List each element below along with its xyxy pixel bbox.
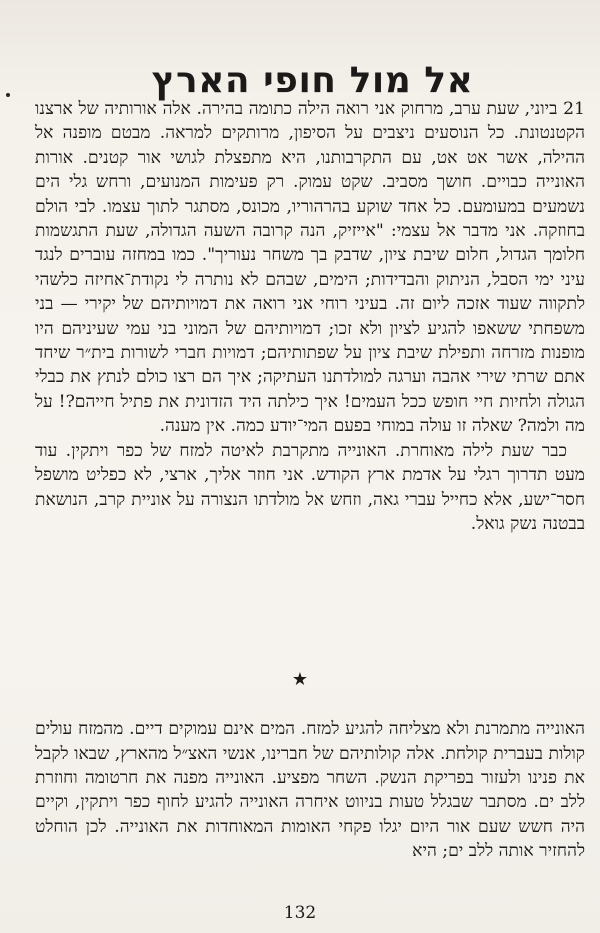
ink-speck [6,93,10,97]
section-separator: ★ [291,669,309,690]
paragraph: כבר שעת לילה מאוחרת. האונייה מתקרבת לאיטה למזח של כפר ויתקין. עוד מעט תדרוך רגלי על אדמת ארץ הקודש. אני חוזר אליך, ארצי, לא כפליט מושפל חסר־ישע, אלא כחייל עברי גאה, וזחש אל מולדתו הנצורה על אוניית קרב, הנושאת בבטנה נשק גואל. [35,440,585,534]
paragraph: האונייה מתמרנת ולא מצליחה להגיע למזח. המים אינם עמוקים דיים. מהמזח עולים קולות בעברית קולחת. אלה קולותיהם של חברינו, אנשי האצ״ל מהארץ, שבאו לקבל את פנינו ולעזור בפריקת הנשק. השחר מפציע. האונייה מפנה את חרטומה וחוזרת ללב ים. מסתבר שבגלל טעות בניווט איחרה האונייה להגיע לחוף כפר ויתקין, וקיים היה חשש שעם אור היום יגלו פקחי האומות המאוחדות את האונייה. לכן הוחלט להחזיר אותה ללב ים; היא [35,719,585,862]
page-number: 132 [283,903,317,923]
chapter-body [35,97,585,536]
paragraph: 21 ביוני, שעת ערב, מרחוק אני רואה הילה כתומה בהירה. אלה אורותיה של ארצנו הקטנטונת. כל הנוסעים ניצבים על הסיפון, מרותקים למראה. מבטם מופנה אל ההילה, אשר אט אט, עם התקרבותנו, היא מתפצלת לגושי אור קטנים. אורות האונייה כבויים. חושך מסביב. שקט עמוק. רק פעימות המנועים, ורחש גלי הים נשמעים במעומעם. כל אחד שוקע בהרהוריו, מכונס, מסתגר לתוך עצמו. לבי הולם בחוזקה. אני מדבר אל עצמי: "אייזיק, הנה קרובה השעה הגדולה, שעת התגשמות חלומך הגדול, חלום שיבת ציון, שדבק בך משחר נעוריך". כמו במחזה עוברים לנגד עיני ימי הסבל, הניתוק והבדידות; הימים, שבהם לא נותרה לי נקודת־אחיזה כלשהי לתקווה שעוד אזכה ליום זה. בעיני רוחי אני רואה את דמויותיהם של יקירי — בני משפחתי ששאפו להגיע לציון ולא זכו; דמויותיהם של המוני בני עמי שעיניהם היו מופנות מזרחה ותפילת שיבת ציון על שפתותיהם; דמויות חברי לשורות בית״ר שיחד אתם שרתי שירי אהבה וערגה למולדתנו העתיקה; איך הם רצו כולם לנתץ את כבלי הגולה ולחיות חיי חופש ככל העמים! איך כילתה היד הזדונית את פתיל חייהם?! על מה ולמה? שאלה זו עולה במוחי בפעם המי־יודע כמה. אין מענה. [35,99,585,437]
chapter-title: אל מול חופי הארץ [151,60,474,102]
chapter-body-continued [35,700,585,881]
